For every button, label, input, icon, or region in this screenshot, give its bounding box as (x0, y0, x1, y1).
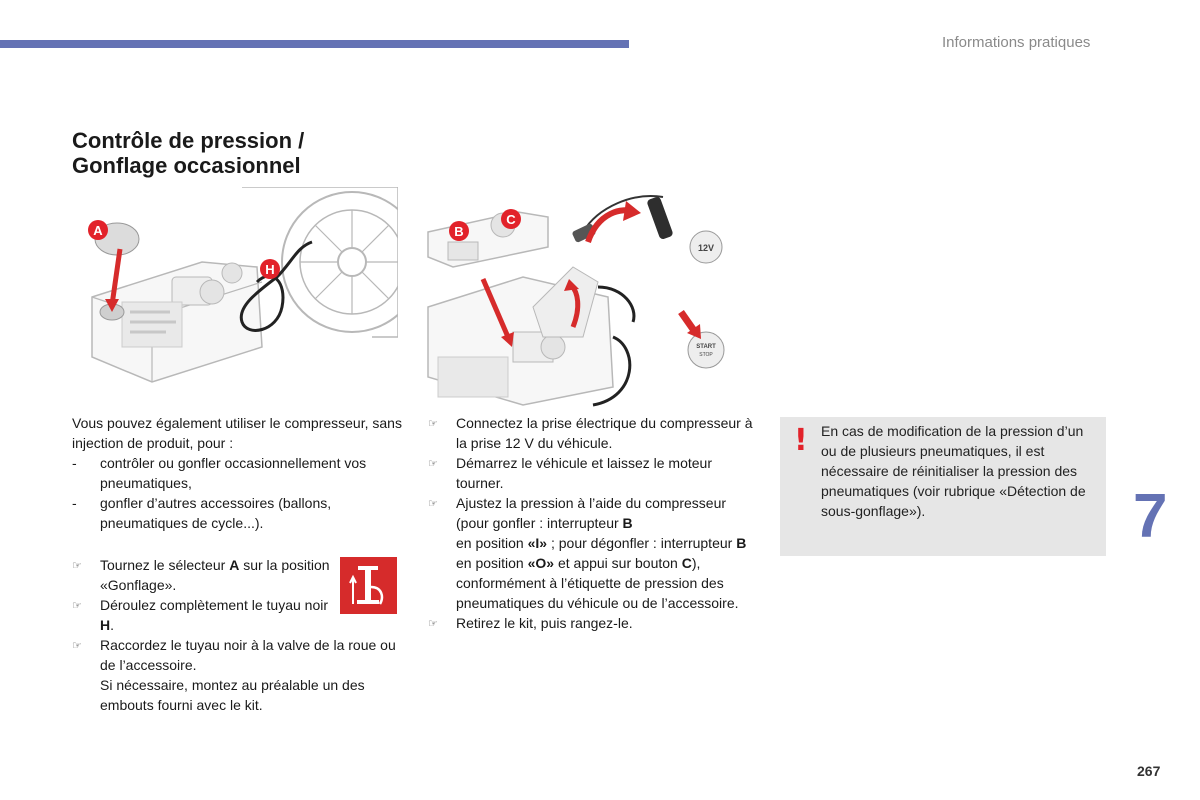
stop-label: STOP (699, 352, 713, 358)
step-text: . (110, 617, 115, 633)
step-marker-icon: ☞ (72, 560, 82, 572)
step-ref: B (736, 535, 747, 551)
step-marker-icon: ☞ (428, 498, 438, 510)
usage-item-text: gonfler d’autres accessoires (ballons, pneumatiques de cycle...). (100, 495, 332, 531)
page-title (72, 128, 304, 178)
step-text: Connectez la prise électrique du compresseur à la prise 12 V du véhicule. (456, 415, 753, 451)
intro-paragraph: Vous pouvez également utiliser le compresseur, sans injection de produit, pour : (72, 415, 402, 451)
step-ref: C (681, 555, 692, 571)
step-text: Démarrez le véhicule et laissez le moteur tourner. (456, 455, 712, 491)
callout-h-label: H (265, 262, 275, 277)
section-header: Informations pratiques (942, 34, 1091, 51)
step-ref: B (622, 515, 633, 531)
usage-item (72, 493, 402, 533)
column-middle (428, 413, 758, 633)
step-marker-icon: ☞ (428, 618, 438, 630)
chapter-color-bar (0, 40, 629, 48)
step-ref: «I» (527, 535, 548, 551)
compressor-switch-illustration (423, 187, 753, 407)
chapter-number: 7 (1133, 482, 1168, 551)
step-item (428, 493, 758, 613)
step-marker-icon: ☞ (72, 640, 82, 652)
start-label: START (696, 344, 716, 350)
step-item (428, 413, 758, 453)
step-item (428, 453, 758, 493)
step-text: et appui sur bouton (554, 555, 682, 571)
page-title-line-1: Contrôle de pression / (72, 128, 305, 153)
step-text: sur la position «Gonflage». (100, 557, 330, 593)
step-item (428, 613, 758, 633)
step-text: en position (456, 535, 528, 551)
step-text: ), conformément à l’étiquette de pression des pneumatiques du véhicule ou de l’accessoire. (456, 555, 739, 611)
warning-exclamation-icon: ! (794, 423, 808, 458)
step-marker-icon: ☞ (72, 600, 82, 612)
step-ref: «O» (527, 555, 555, 571)
step-text: Retirez le kit, puis rangez-le. (456, 615, 633, 631)
step-marker-icon: ☞ (428, 418, 438, 430)
usage-list (72, 453, 402, 533)
step-item (72, 635, 402, 715)
callout-a-label: A (93, 223, 103, 238)
step-text: Ajustez la pression à l’aide du compresseur (pour gonfler : interrupteur (456, 495, 727, 531)
dash-marker: - (72, 455, 77, 471)
step-text: Déroulez complètement le tuyau noir (100, 597, 329, 613)
page-number: 267 (1137, 763, 1161, 779)
step-ref: A (229, 557, 240, 573)
dash-marker: - (72, 495, 77, 511)
compressor-wheel-illustration (72, 187, 398, 387)
usage-item-text: contrôler ou gonfler occasionnellement vos pneumatiques, (100, 455, 367, 491)
steps-list-left-cont (72, 635, 402, 715)
warning-box (780, 417, 1106, 556)
step-item (72, 555, 334, 595)
page-title-line-2: Gonflage occasionnel (72, 153, 301, 178)
step-marker-icon: ☞ (428, 458, 438, 470)
usage-item (72, 453, 402, 493)
callout-c-label: C (506, 212, 516, 227)
socket-12v-label: 12V (697, 243, 715, 253)
step-ref: H (100, 617, 111, 633)
steps-list-left (72, 555, 334, 635)
step-text: Si nécessaire, montez au préalable un des embouts fourni avec le kit. (100, 677, 365, 713)
steps-list-right (428, 413, 758, 633)
step-text: Raccordez le tuyau noir à la valve de la roue ou de l’accessoire. (100, 637, 396, 673)
callout-b-label: B (454, 224, 464, 239)
step-text: Tournez le sélecteur (100, 557, 230, 573)
step-text: ; pour dégonfler : interrupteur (547, 535, 737, 551)
start-stop-button (688, 332, 724, 368)
step-text: en position (456, 555, 528, 571)
warning-text: En cas de modification de la pression d’un ou de plusieurs pneumatiques, il est nécessaire de réinitialiser la pression des pneumatiques (voir rubrique «Détection de sous-gonflage»). (821, 423, 1086, 519)
inflation-pump-icon (340, 557, 397, 614)
step-item (72, 595, 334, 635)
